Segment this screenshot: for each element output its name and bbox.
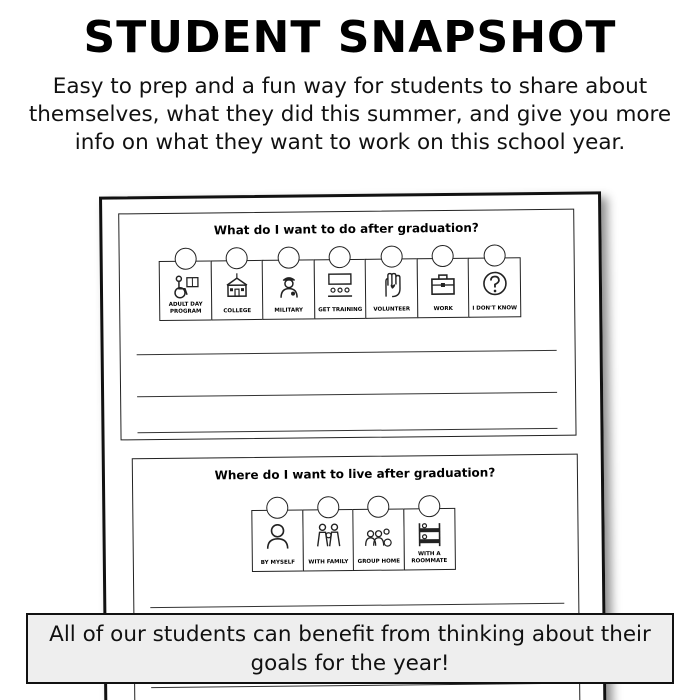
option-card-volunteer[interactable] xyxy=(365,258,419,319)
checkbox-circle[interactable] xyxy=(329,246,351,268)
option-card-group-home[interactable] xyxy=(352,508,405,571)
checkbox-circle[interactable] xyxy=(174,248,196,270)
page-title: STUDENT SNAPSHOT xyxy=(83,12,617,63)
person-icon xyxy=(263,523,291,549)
question-mark-icon xyxy=(480,270,508,296)
checkbox-circle[interactable] xyxy=(317,496,339,518)
page-subtitle: Easy to prep and a fun way for students to share about themselves, what they did this summer, and give you more info on what they want to work on this school year. xyxy=(28,74,672,155)
bunk-bed-icon xyxy=(415,521,443,547)
question-heading: Where do I want to live after graduation? xyxy=(214,465,496,483)
option-label: ADULT DAY PROGRAM xyxy=(168,301,203,315)
writing-line[interactable] xyxy=(137,428,557,433)
group-icon xyxy=(364,522,392,548)
option-card-i-dont-know[interactable] xyxy=(468,257,522,318)
option-card-military[interactable] xyxy=(262,259,316,320)
caption-banner: All of our students can benefit from thinking about their goals for the year! xyxy=(26,613,674,684)
option-card-row xyxy=(159,257,520,321)
question-heading: What do I want to do after graduation? xyxy=(213,220,479,238)
option-label: WITH A ROOMMATE xyxy=(411,551,448,564)
briefcase-icon xyxy=(429,271,457,297)
option-card-with-family[interactable] xyxy=(302,509,355,572)
checkbox-circle[interactable] xyxy=(432,245,454,267)
writing-line[interactable] xyxy=(137,392,557,397)
checkbox-circle[interactable] xyxy=(226,247,248,269)
option-label: VOLUNTEER xyxy=(373,305,411,313)
option-card-college[interactable] xyxy=(210,260,264,321)
option-label: WITH FAMILY xyxy=(308,558,349,565)
option-label: I DON'T KNOW xyxy=(472,304,518,312)
checkbox-circle[interactable] xyxy=(266,497,288,519)
option-label: COLLEGE xyxy=(223,307,252,314)
checkbox-circle[interactable] xyxy=(380,245,402,267)
school-building-icon xyxy=(223,273,251,299)
option-card-by-myself[interactable] xyxy=(251,510,304,573)
checkbox-circle[interactable] xyxy=(367,496,389,518)
option-label: WORK xyxy=(433,305,453,312)
option-card-work[interactable] xyxy=(416,258,470,319)
family-icon xyxy=(314,522,342,548)
checkbox-circle[interactable] xyxy=(483,244,505,266)
option-card-with-a-roommate[interactable] xyxy=(403,508,456,571)
classroom-icon xyxy=(326,272,354,298)
option-label: BY MYSELF xyxy=(260,559,295,566)
writing-line[interactable] xyxy=(137,350,557,355)
option-card-row xyxy=(251,508,454,572)
option-label: GET TRAINING xyxy=(318,306,363,313)
wheelchair-reading-icon xyxy=(171,274,199,300)
option-label: MILITARY xyxy=(274,306,304,314)
graduation-plans-panel xyxy=(118,209,576,441)
checkbox-circle[interactable] xyxy=(418,495,440,517)
checkbox-circle[interactable] xyxy=(277,247,299,269)
option-label: GROUP HOME xyxy=(357,557,401,565)
soldier-icon xyxy=(274,273,302,299)
writing-line[interactable] xyxy=(150,603,564,608)
heart-hand-icon xyxy=(377,271,405,297)
option-card-get-training[interactable] xyxy=(313,259,367,320)
option-card-adult-day-program[interactable] xyxy=(159,260,213,321)
